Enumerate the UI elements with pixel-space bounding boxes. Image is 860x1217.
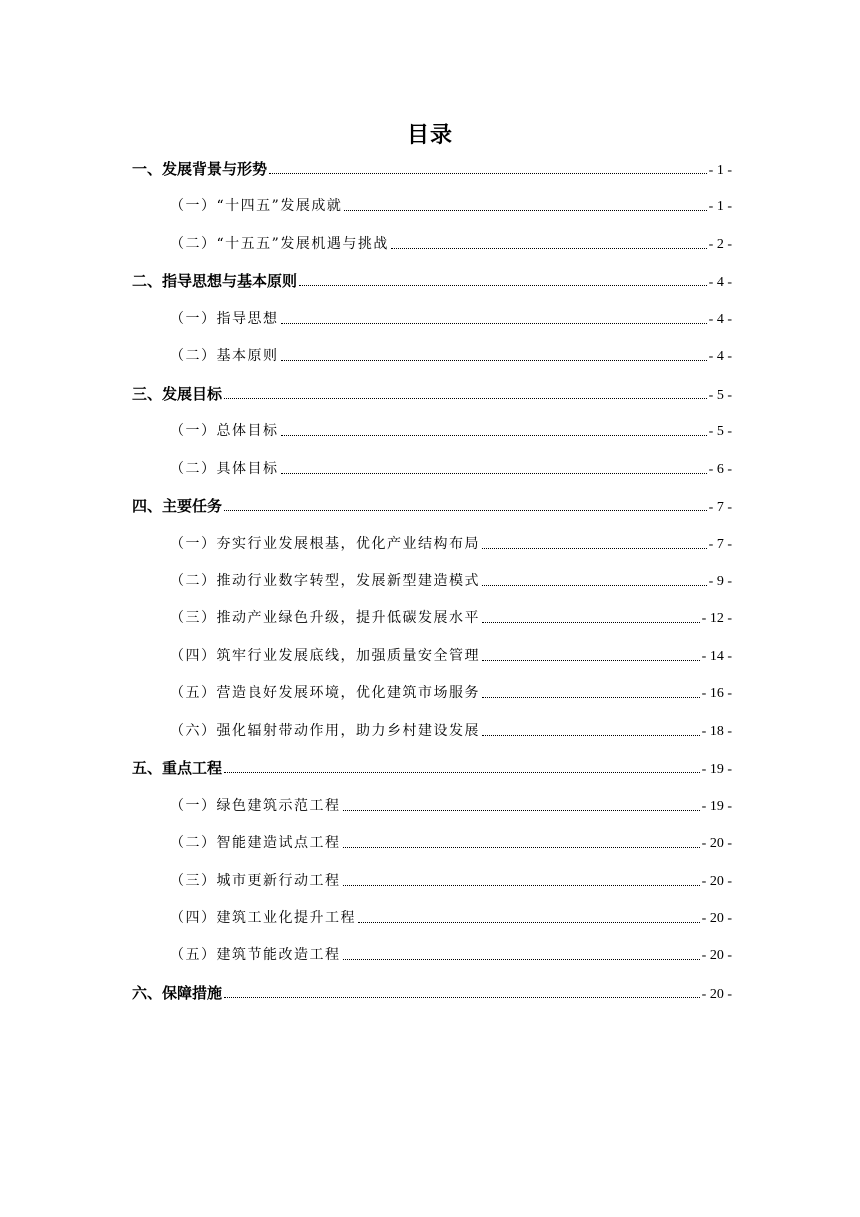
toc-chapter-entry[interactable]: [132, 158, 732, 180]
toc-page-number: - 7 -: [708, 536, 732, 552]
toc-leader-dots: [224, 397, 707, 399]
toc-chapter-entry[interactable]: [132, 495, 732, 517]
toc-section-entry[interactable]: [170, 195, 732, 217]
toc-entry-text: （一）绿色建筑示范工程: [170, 797, 341, 814]
toc-leader-dots: [391, 247, 707, 249]
toc-leader-dots: [482, 696, 700, 698]
toc-leader-dots: [358, 921, 700, 923]
toc-entry-text: 四、主要任务: [132, 497, 223, 516]
toc-entry-text: （三）推动产业绿色升级，提升低碳发展水平: [170, 610, 480, 627]
toc-entry-text: （一）总体目标: [170, 423, 279, 440]
toc-page-number: - 20 -: [701, 911, 732, 926]
toc-leader-dots: [269, 172, 707, 174]
toc-page-number: - 14 -: [701, 648, 732, 664]
toc-leader-dots: [281, 472, 707, 474]
toc-leader-dots: [281, 434, 707, 436]
toc-chapter-entry[interactable]: [132, 270, 732, 292]
toc-leader-dots: [344, 209, 706, 211]
toc-entry-text: （五）建筑节能改造工程: [170, 947, 341, 964]
toc-page-number: - 19 -: [701, 762, 732, 778]
toc-leader-dots: [224, 509, 707, 511]
toc-leader-dots: [224, 771, 700, 773]
toc-entry-text: （二）基本原则: [170, 348, 279, 365]
toc-page-number: - 9 -: [708, 573, 732, 589]
toc-leader-dots: [482, 621, 700, 623]
toc-section-entry[interactable]: [170, 607, 732, 629]
toc-leader-dots: [299, 284, 707, 286]
toc-leader-dots: [482, 734, 700, 736]
toc-section-entry[interactable]: [170, 458, 732, 480]
toc-page-number: - 16 -: [701, 686, 732, 702]
toc-entry-text: （二）具体目标: [170, 460, 279, 477]
toc-entry-text: 六、保障措施: [132, 983, 223, 1002]
toc-leader-dots: [343, 884, 700, 886]
toc-entry-text: （三）城市更新行动工程: [170, 872, 341, 889]
toc-entry-text: （六）强化辐射带动作用，助力乡村建设发展: [170, 722, 480, 739]
toc-entry-text: 一、发展背景与形势: [132, 160, 268, 178]
toc-section-entry[interactable]: [170, 907, 732, 929]
toc-chapter-entry[interactable]: [132, 383, 732, 405]
toc-page-number: - 1 -: [708, 163, 732, 178]
toc-page-number: - 2 -: [708, 236, 732, 252]
toc-page-number: - 6 -: [708, 461, 732, 477]
toc-leader-dots: [343, 809, 700, 811]
toc-entry-text: （四）建筑工业化提升工程: [170, 910, 356, 926]
toc-entry-text: （一）“十四五”发展成就: [170, 198, 343, 215]
toc-entry-text: （二）“十五五”发展机遇与挑战: [170, 235, 389, 252]
toc-entry-text: （五）营造良好发展环境，优化建筑市场服务: [170, 685, 480, 702]
toc-page-number: - 18 -: [701, 723, 732, 739]
toc-page-number: - 4 -: [708, 275, 732, 291]
toc-section-entry[interactable]: [170, 720, 732, 742]
toc-leader-dots: [281, 322, 707, 324]
toc-page-number: - 20 -: [701, 986, 732, 1002]
toc-section-entry[interactable]: [170, 832, 732, 854]
toc-chapter-entry[interactable]: [132, 757, 732, 779]
toc-leader-dots: [281, 359, 707, 361]
toc-leader-dots: [343, 846, 700, 848]
toc-page-number: - 7 -: [708, 500, 732, 516]
toc-entry-text: （二）智能建造试点工程: [170, 835, 341, 852]
toc-leader-dots: [482, 547, 707, 549]
toc-page-number: - 20 -: [701, 836, 732, 852]
toc-page-number: - 12 -: [701, 611, 732, 627]
toc-section-entry[interactable]: [170, 308, 732, 330]
toc-page-number: - 19 -: [701, 798, 732, 814]
toc-section-entry[interactable]: [170, 795, 732, 817]
toc-leader-dots: [482, 584, 707, 586]
toc-entry-text: （一）夯实行业发展根基，优化产业结构布局: [170, 535, 480, 552]
toc-section-entry[interactable]: [170, 570, 732, 592]
toc-section-entry[interactable]: [170, 420, 732, 442]
toc-page-number: - 4 -: [708, 349, 732, 365]
toc-page-number: - 1 -: [708, 199, 732, 215]
toc-entry-text: 五、重点工程: [132, 759, 223, 778]
toc-section-entry[interactable]: [170, 944, 732, 966]
toc-entry-text: （四）筑牢行业发展底线，加强质量安全管理: [170, 647, 480, 664]
toc-entry-text: 三、发展目标: [132, 384, 223, 403]
toc-page-number: - 4 -: [708, 311, 732, 327]
toc-page-number: - 5 -: [708, 387, 732, 403]
toc-section-entry[interactable]: [170, 870, 732, 892]
toc-leader-dots: [343, 958, 700, 960]
toc-section-entry[interactable]: [170, 533, 732, 555]
toc-section-entry[interactable]: [170, 645, 732, 667]
toc-leader-dots: [482, 659, 700, 661]
toc-page-number: - 20 -: [701, 948, 732, 964]
toc-entry-text: （二）推动行业数字转型，发展新型建造模式: [170, 572, 480, 589]
toc-page-number: - 5 -: [708, 424, 732, 440]
toc-entry-text: 二、指导思想与基本原则: [132, 272, 298, 291]
toc-page-number: - 20 -: [701, 873, 732, 889]
toc-leader-dots: [224, 996, 700, 998]
toc-chapter-entry[interactable]: [132, 982, 732, 1004]
toc-title: 目录: [406, 123, 453, 148]
toc-section-entry[interactable]: [170, 345, 732, 367]
toc-entry-text: （一）指导思想: [170, 310, 279, 327]
toc-section-entry[interactable]: [170, 682, 732, 704]
toc-section-entry[interactable]: [170, 233, 732, 255]
